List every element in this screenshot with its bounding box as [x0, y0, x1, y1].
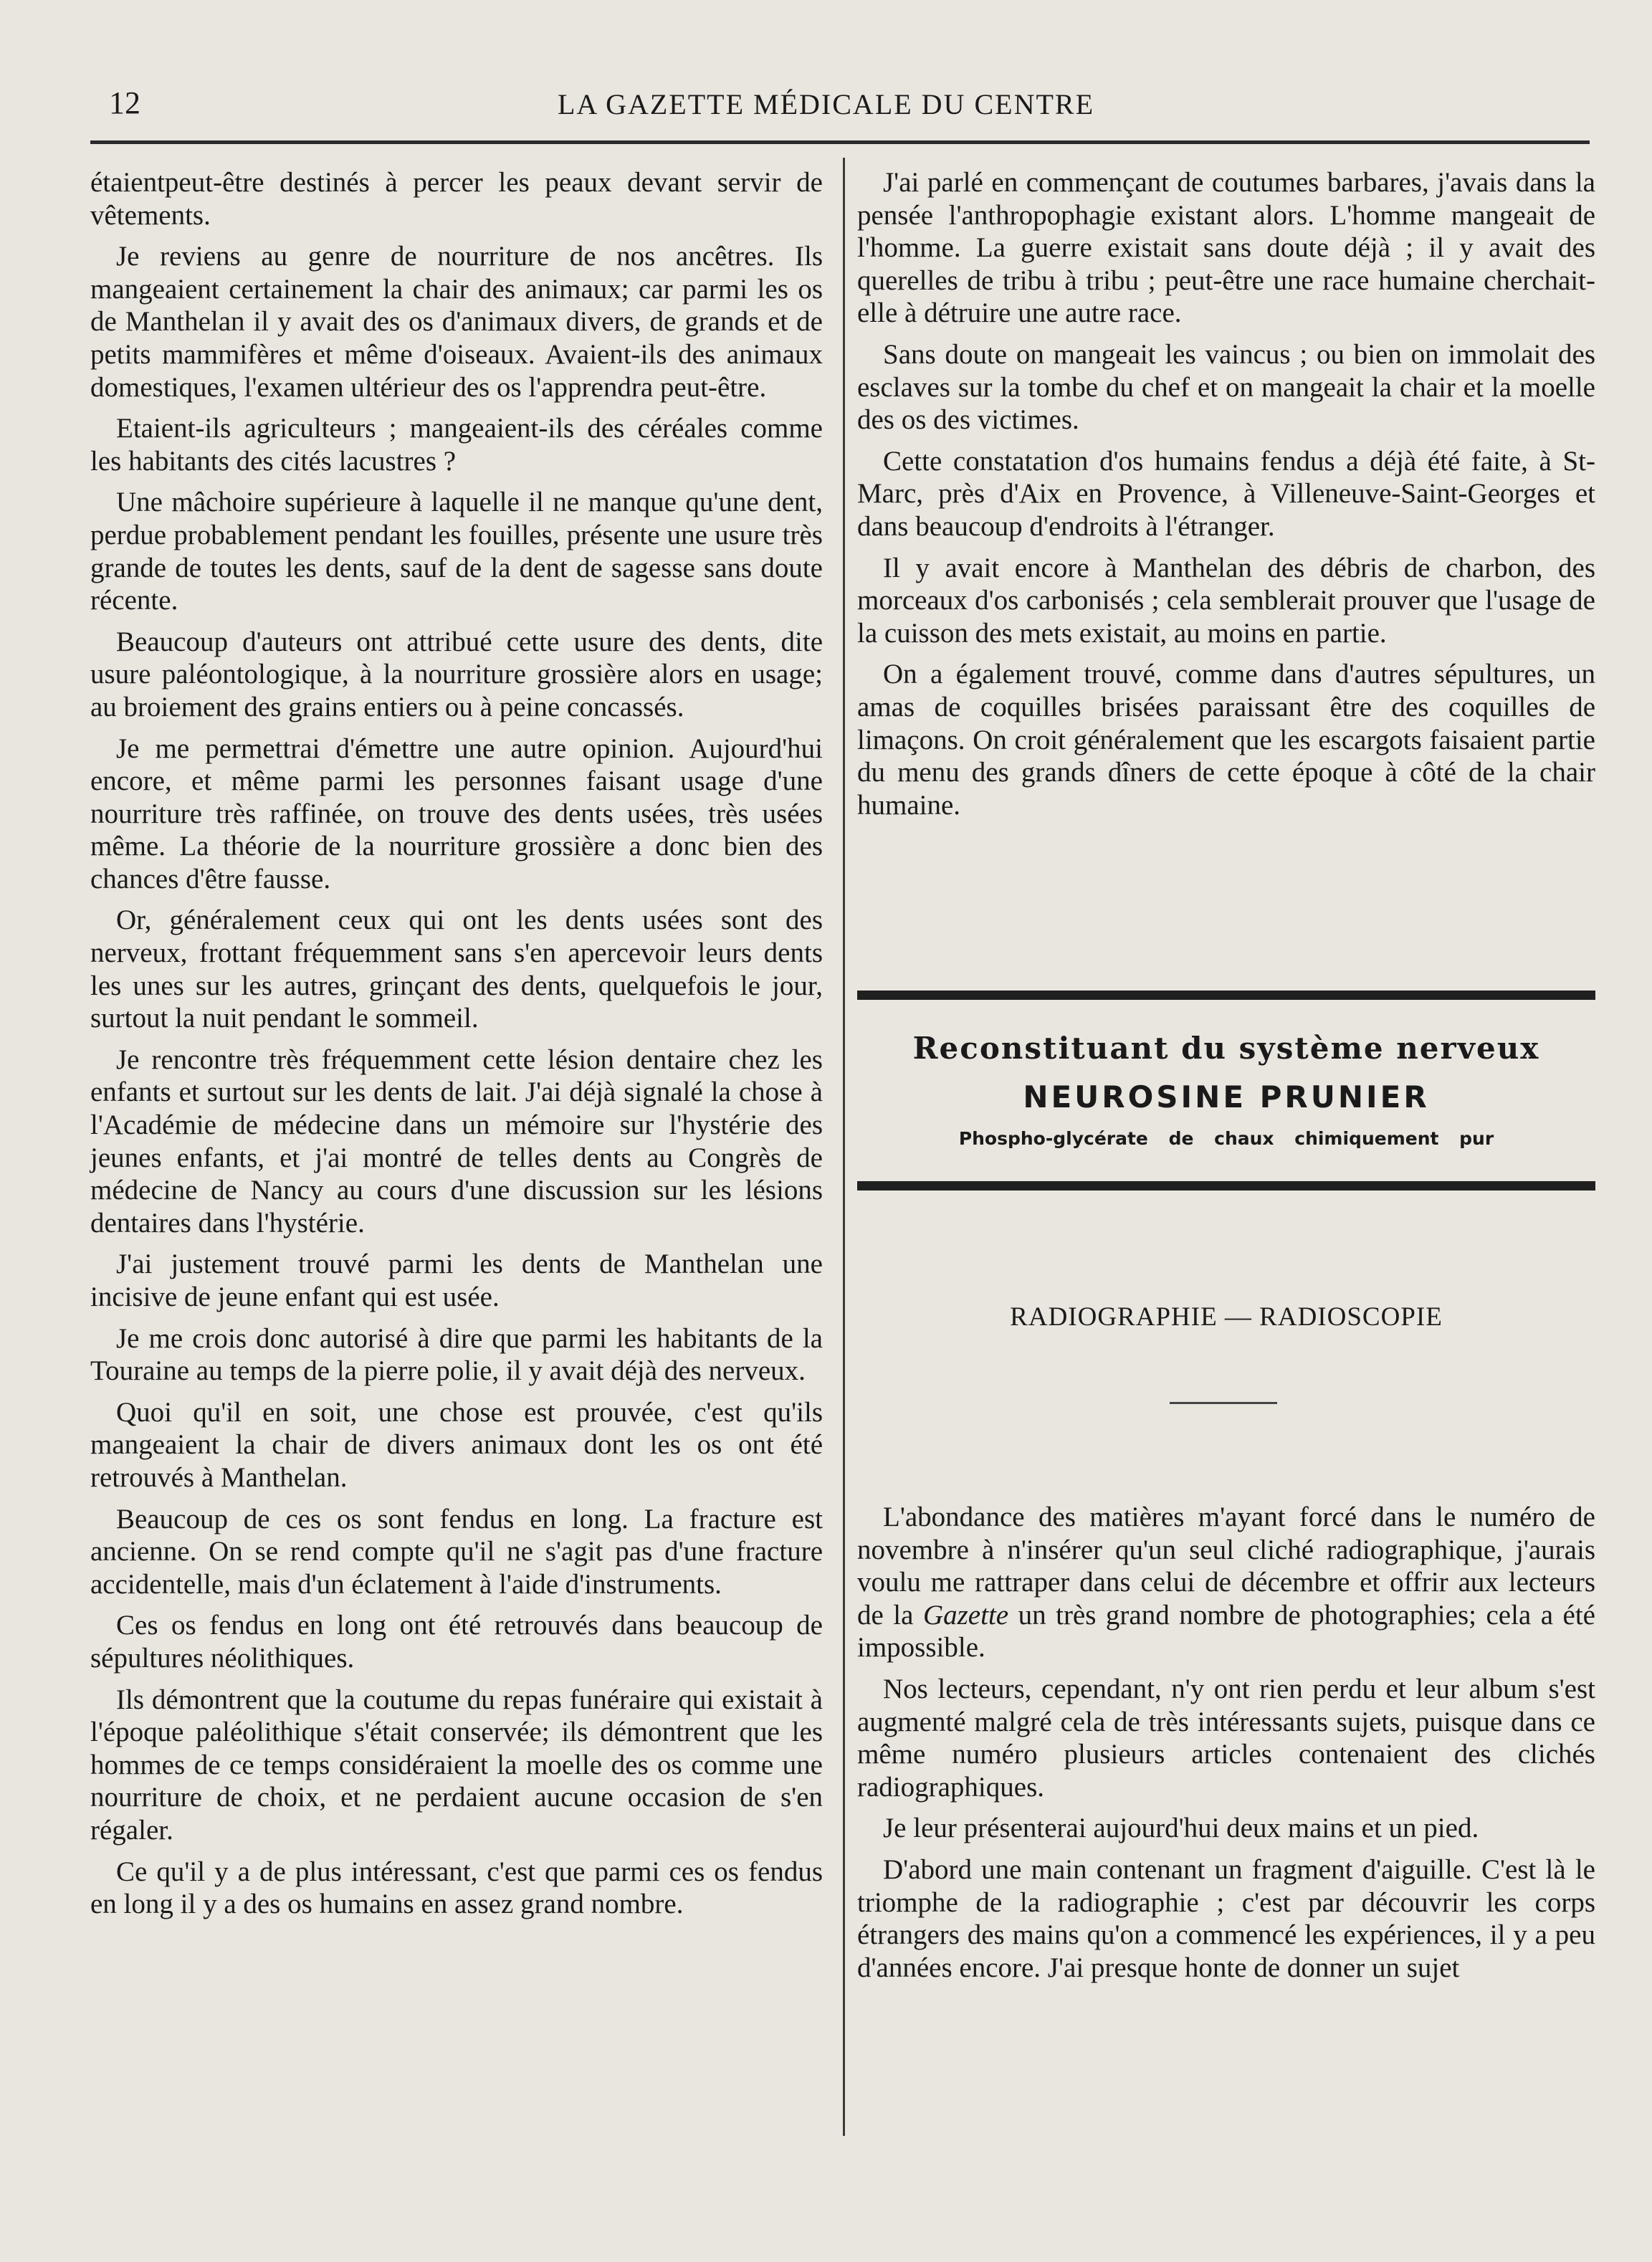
- right-paragraph: Je leur présenterai aujourd'hui deux mains et un pied.: [883, 1813, 1479, 1844]
- left-paragraph: Je me permettrai d'émettre une autre opinion. Aujourd'hui encore, et même parmi les personnes faisant usage d'une nourriture très raffinée, on trouve des dents usées, très usées même. La théorie de la nourriture grossière a donc bien des chances d'être fausse.: [90, 732, 823, 894]
- left-paragraph: Or, généralement ceux qui ont les dents usées sont des nerveux, frottant fréquemment sans s'en apercevoir leurs dents les unes sur les autres, grinçant des dents, quelquefois le jour, surtout la nuit pendant le sommeil.: [90, 905, 823, 1034]
- ad-top-rule: [857, 991, 1595, 1000]
- section-rule: [1170, 1402, 1277, 1404]
- header-rule: [90, 140, 1590, 144]
- left-paragraph: Je me crois donc autorisé à dire que parmi les habitants de la Touraine au temps de la pierre polie, il y avait déjà des nerveux.: [90, 1322, 823, 1387]
- right-paragraph: Nos lecteurs, cependant, n'y ont rien perdu et leur album s'est augmenté malgré cela de très intéressants sujets, puisque dans ce même numéro plusieurs articles contenaient des clichés radiographiques.: [857, 1673, 1595, 1803]
- left-paragraph: Je rencontre très fréquemment cette lésion dentaire chez les enfants et surtout sur les dents de lait. J'ai déjà signalé la chose à l'Académie de médecine dans un mémoire sur l'hystérie des jeunes enfants, et j'ai montré de telles dents au Congrès de médecine de Nancy au cours d'une discussion sur les lésions dentaires dans l'hystérie.: [90, 1044, 823, 1239]
- left-paragraph: Quoi qu'il en soit, une chose est prouvée, c'est qu'ils mangeaient la chair de divers animaux dont les os ont été retrouvés à Manthelan.: [90, 1396, 823, 1493]
- right-column-top: [857, 166, 1595, 830]
- left-paragraph: Ils démontrent que la coutume du repas funéraire qui existait à l'époque paléolithique s'était conservée; ils démontrent que les hommes de ce temps considéraient la moelle des os comme une nourriture de choix, et ne perdaient aucune occasion de s'en régaler.: [90, 1684, 823, 1846]
- right-paragraph: J'ai parlé en commençant de coutumes barbares, j'avais dans la pensée l'anthropophagie existant alors. L'homme mangeait de l'homme. La guerre existait sans doute déjà ; il y avait des querelles de tribu à tribu ; peut-être une race humaine cherchait-elle à détruire une autre race.: [857, 167, 1595, 329]
- left-paragraph: Beaucoup d'auteurs ont attribué cette usure des dents, dite usure paléontologique, à la nourriture grossière alors en usage; au broiement des grains entiers ou à peine concassés.: [90, 626, 823, 722]
- right-paragraph: Cette constatation d'os humains fendus a déjà été faite, à St-Marc, près d'Aix en Provence, à Villeneuve-Saint-Georges et dans beaucoup d'endroits à l'étranger.: [857, 445, 1595, 542]
- left-paragraph: Beaucoup de ces os sont fendus en long. La fracture est ancienne. On se rend compte qu'il ne s'agit pas d'une fracture accidentelle, mais d'un éclatement à l'aide d'instruments.: [90, 1503, 823, 1600]
- left-paragraph: étaientpeut-être destinés à percer les peaux devant servir de vêtements.: [90, 167, 823, 231]
- right-paragraph: [857, 1501, 1595, 1664]
- paragraph-text: un très grand nombre de photographies; cela a été impossible.: [857, 1599, 1595, 1664]
- journal-title: LA GAZETTE MÉDICALE DU CENTRE: [557, 88, 1094, 120]
- ad-tagline: Reconstituant du système nerveux: [912, 1031, 1540, 1066]
- left-paragraph: Une mâchoire supérieure à laquelle il ne manque qu'une dent, perdue probablement pendant les fouilles, présente une usure très grande de toutes les dents, sauf de la dent de sagesse sans doute récente.: [90, 487, 823, 616]
- right-paragraph: Sans doute on mangeait les vaincus ; ou bien on immolait des esclaves sur la tombe du chef et on mangeait la chair et la moelle des os des victimes.: [857, 338, 1595, 436]
- right-paragraph: D'abord une main contenant un fragment d'aiguille. C'est là le triomphe de la radiographie ; c'est par découvrir les corps étrangers des mains qu'on a commencé les expériences, il y a peu d'années encore. J'ai presque honte de donner un sujet: [857, 1853, 1595, 1983]
- advertisement-box: [857, 991, 1595, 1198]
- left-paragraph: Etaient-ils agriculteurs ; mangeaient-ils des céréales comme les habitants des cités lacustres ?: [90, 413, 823, 477]
- left-paragraph: Ces os fendus en long ont été retrouvés dans beaucoup de sépultures néolithiques.: [90, 1610, 823, 1674]
- ad-product-name: NEUROSINE PRUNIER: [1023, 1079, 1430, 1115]
- right-paragraph: On a également trouvé, comme dans d'autres sépultures, un amas de coquilles brisées paraissant être des coquilles de limaçons. On croit généralement que les escargots faisaient partie du menu des grands dîners de cette époque à côté de la chair humaine.: [857, 659, 1595, 821]
- left-paragraph: Ce qu'il y a de plus intéressant, c'est que parmi ces os fendus en long il y a des os humains en assez grand nombre.: [90, 1856, 823, 1920]
- ad-bottom-rule: [857, 1181, 1595, 1190]
- running-head: [0, 85, 1652, 128]
- page-number: 12: [109, 85, 140, 120]
- section-heading: RADIOGRAPHIE — RADIOSCOPIE: [1010, 1302, 1443, 1332]
- right-column-bottom: [857, 1501, 1595, 1993]
- left-column: [90, 166, 823, 1929]
- right-paragraph: Il y avait encore à Manthelan des débris de charbon, des morceaux d'os carbonisés ; cela semblerait prouver que l'usage de la cuisson des mets existait, au moins en partie.: [857, 552, 1595, 649]
- paragraph-text: L'abondance des matières m'ayant forcé dans le numéro de novembre à n'insérer qu'un seul cliché radiographique, j'aurais voulu me rattraper dans celui de décembre et offrir aux lecteurs de la: [857, 1502, 1595, 1631]
- left-paragraph: Je reviens au genre de nourriture de nos ancêtres. Ils mangeaient certainement la chair des animaux; car parmi les os de Manthelan il y avait des os d'animaux divers, de grands et de petits mammifères et même d'oiseaux. Avaient-ils des animaux domestiques, l'examen ultérieur des os l'apprendra peut-être.: [90, 241, 823, 403]
- journal-name-italic: Gazette: [922, 1599, 1009, 1631]
- left-paragraph: J'ai justement trouvé parmi les dents de Manthelan une incisive de jeune enfant qui est usée.: [90, 1249, 823, 1312]
- ad-description: Phospho-glycérate de chaux chimiquement pur: [958, 1128, 1494, 1149]
- column-divider: [843, 158, 845, 2136]
